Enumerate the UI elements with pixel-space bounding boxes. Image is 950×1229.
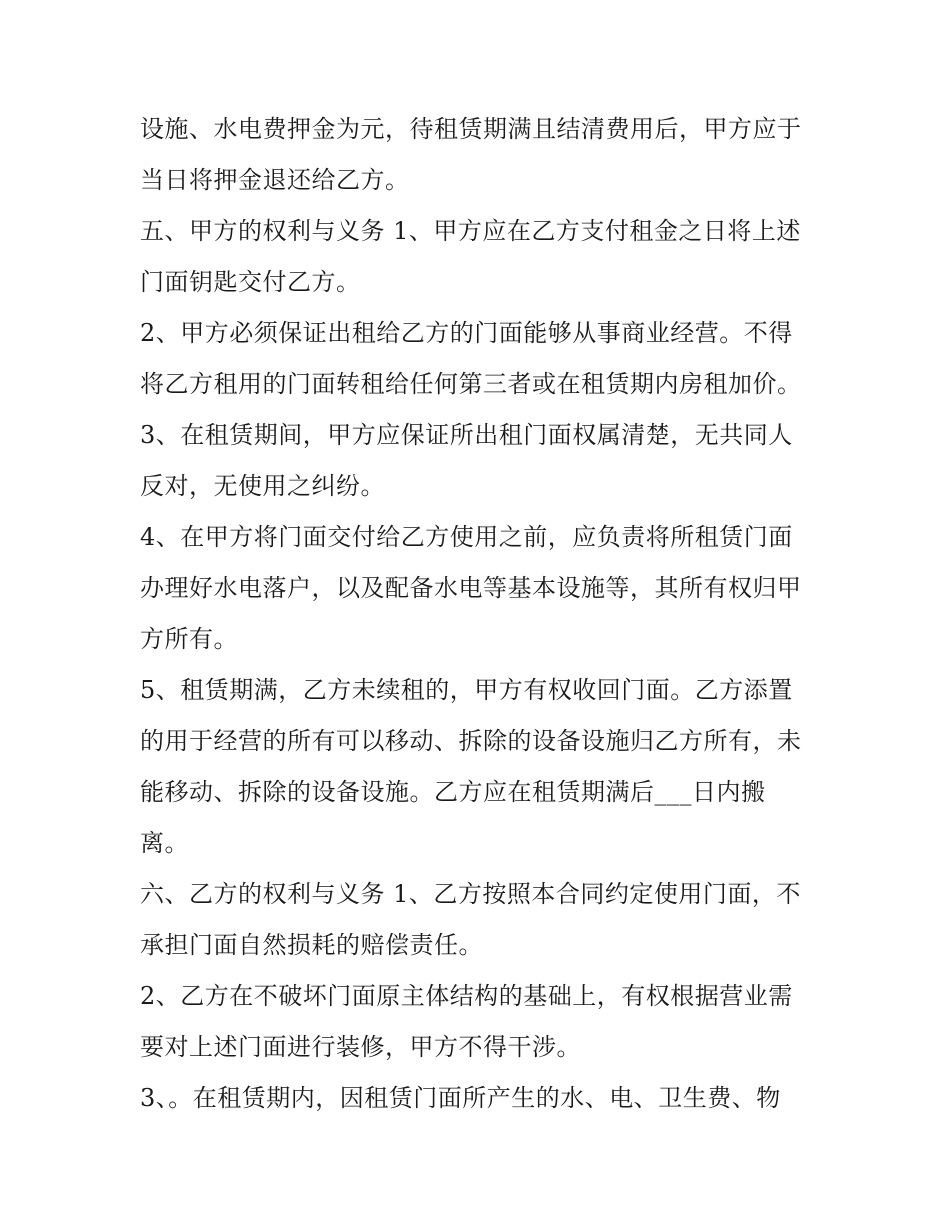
text-line: 办理好水电落户，以及配备水电等基本设施等，其所有权归甲 — [140, 574, 802, 602]
text-line: 5、租赁期满，乙方未续租的，甲方有权收回门面。乙方添置 — [140, 676, 793, 704]
text-line: 能移动、拆除的设备设施。乙方应在租赁期满后___日内搬 — [140, 778, 766, 806]
text-line: 的用于经营的所有可以移动、拆除的设备设施归乙方所有，未 — [140, 727, 802, 755]
text-line: 将乙方租用的门面转租给任何第三者或在租赁期内房租加价。 — [140, 370, 802, 398]
text-line: 反对，无使用之纠纷。 — [140, 472, 385, 500]
text-line: 离。 — [140, 829, 189, 857]
text-line: 五、甲方的权利与义务 1、甲方应在乙方支付租金之日将上述 — [140, 217, 801, 245]
text-line: 4、在甲方将门面交付给乙方使用之前，应负责将所租赁门面 — [140, 523, 793, 551]
contract-text — [140, 104, 820, 1124]
text-line: 门面钥匙交付乙方。 — [140, 268, 361, 296]
text-line: 设施、水电费押金为元，待租赁期满且结清费用后，甲方应于 — [140, 115, 802, 143]
text-line: 3、在租赁期间，甲方应保证所出租门面权属清楚，无共同人 — [140, 421, 793, 449]
text-line: 2、甲方必须保证出租给乙方的门面能够从事商业经营。不得 — [140, 319, 793, 347]
text-line: 方所有。 — [140, 625, 238, 653]
text-line: 当日将押金退还给乙方。 — [140, 166, 410, 194]
text-line: 要对上述门面进行装修，甲方不得干涉。 — [140, 1033, 581, 1061]
text-line: 3、。在租赁期内，因租赁门面所产生的水、电、卫生费、物 — [140, 1084, 781, 1112]
text-line: 承担门面自然损耗的赔偿责任。 — [140, 931, 483, 959]
text-line: 2、乙方在不破坏门面原主体结构的基础上，有权根据营业需 — [140, 982, 793, 1010]
text-line: 六、乙方的权利与义务 1、乙方按照本合同约定使用门面，不 — [140, 880, 801, 908]
